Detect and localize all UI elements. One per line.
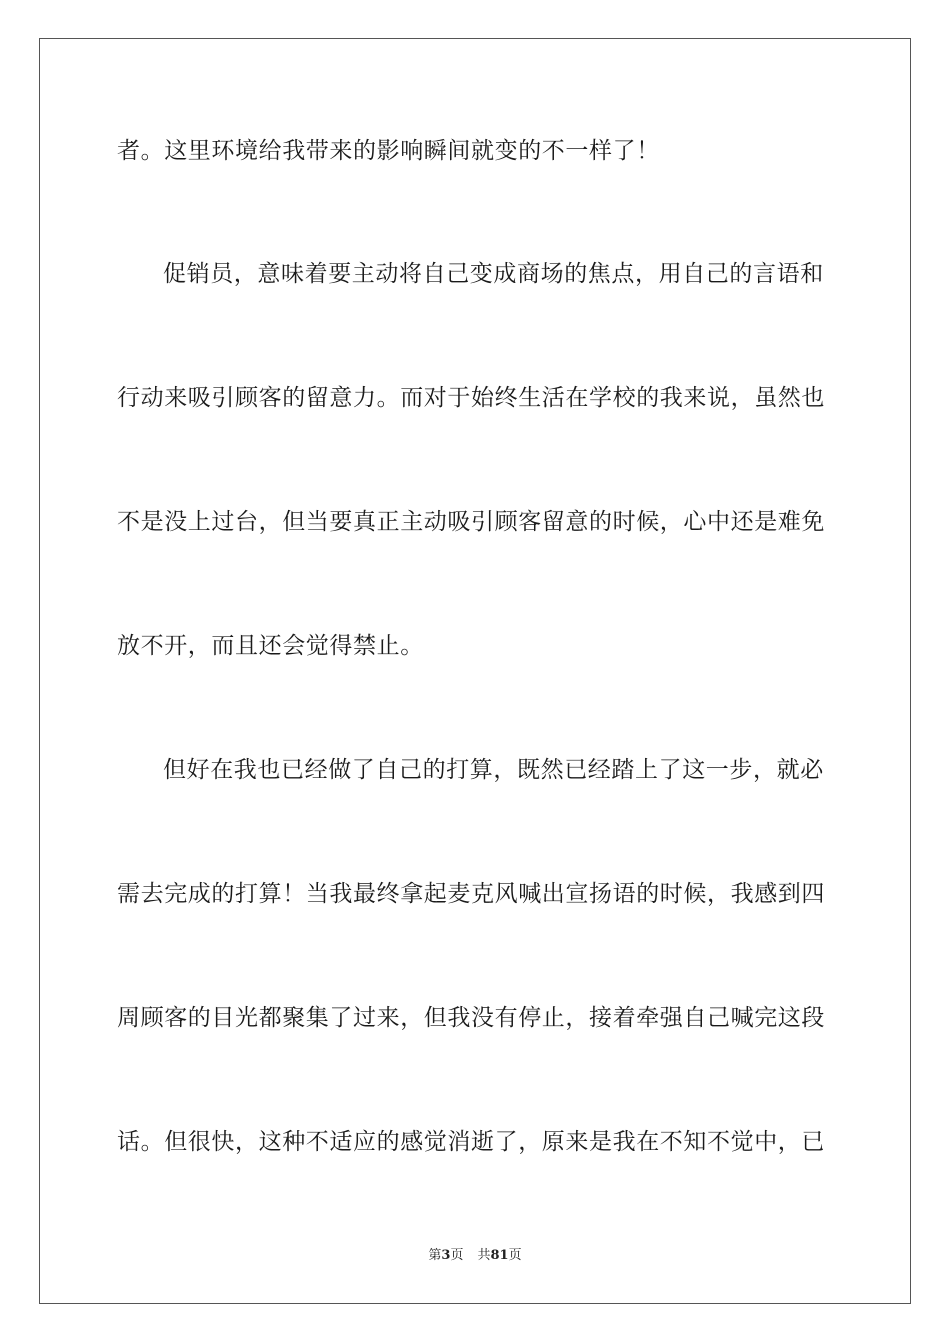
text-line-6-indented: 但好在我也已经做了自己的打算，既然已经踏上了这一步，就必 <box>163 757 824 783</box>
text-line-4: 不是没上过台，但当要真正主动吸引顾客留意的时候，心中还是难免 <box>117 509 825 535</box>
text-line-5: 放不开，而且还会觉得禁止。 <box>117 633 424 659</box>
text-line-3: 行动来吸引顾客的留意力。而对于始终生活在学校的我来说，虽然也 <box>117 385 825 411</box>
page-footer <box>0 1247 950 1265</box>
page-border <box>39 38 911 1304</box>
total-prefix: 共 <box>477 1248 491 1263</box>
total-suffix: 页 <box>508 1248 522 1263</box>
page-suffix: 页 <box>450 1248 464 1263</box>
page-prefix: 第 <box>428 1248 442 1263</box>
text-line-9: 话。但很快，这种不适应的感觉消逝了，原来是我在不知不觉中，已 <box>117 1129 825 1155</box>
text-line-1: 者。这里环境给我带来的影响瞬间就变的不一样了！ <box>117 138 660 164</box>
page-number: 3 <box>441 1248 451 1263</box>
text-line-8: 周顾客的目光都聚集了过来，但我没有停止，接着牵强自己喊完这段 <box>117 1005 825 1031</box>
text-line-7: 需去完成的打算！当我最终拿起麦克风喊出宣扬语的时候，我感到四 <box>117 881 825 907</box>
text-line-2-indented: 促销员，意味着要主动将自己变成商场的焦点，用自己的言语和 <box>163 261 824 287</box>
total-pages: 81 <box>490 1248 509 1263</box>
